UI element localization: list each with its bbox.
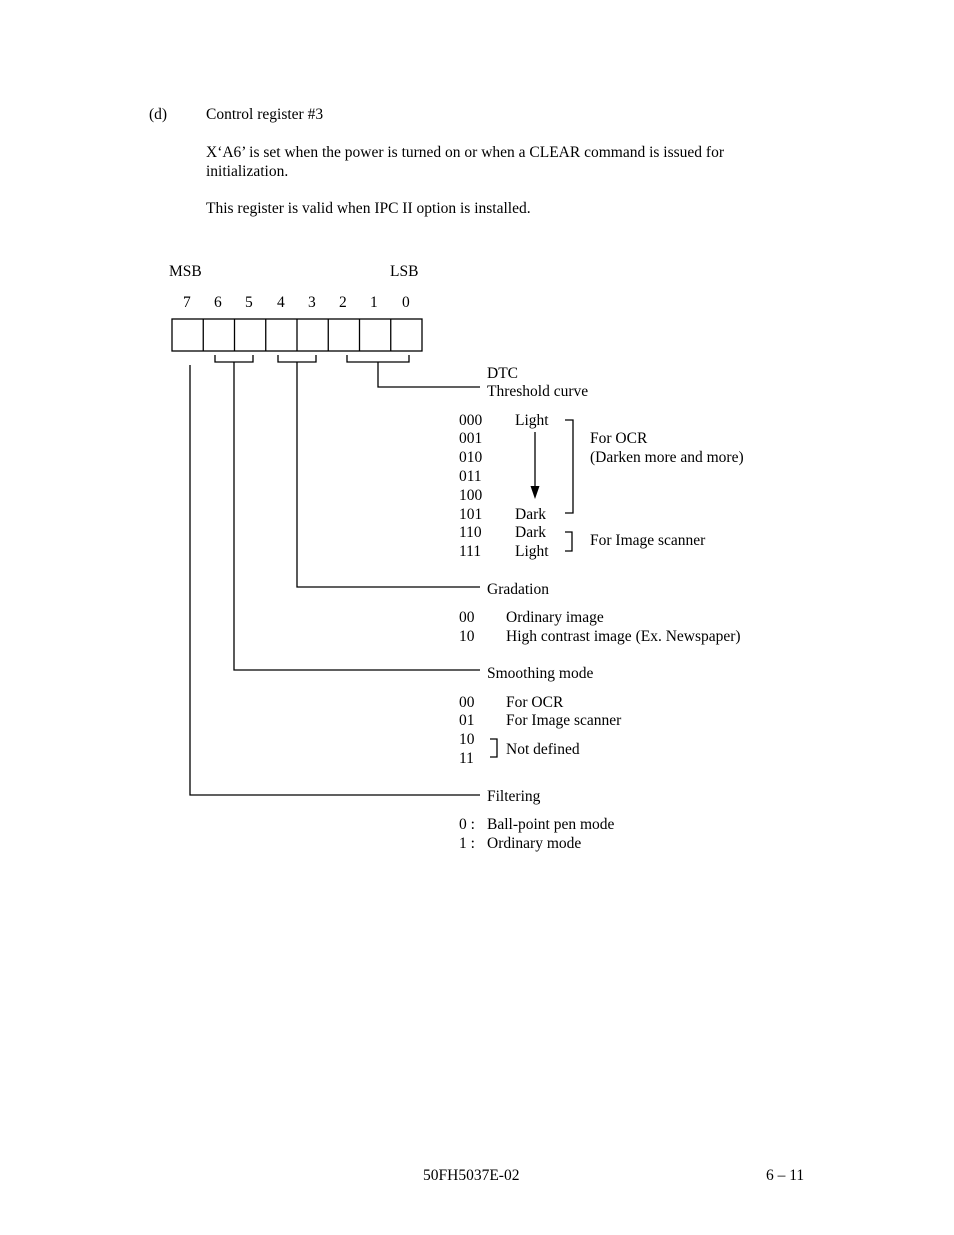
bit-number: 2 — [339, 294, 347, 311]
lsb-label: LSB — [390, 263, 419, 280]
dtc-dark-2: Dark — [515, 524, 546, 541]
smoothing-undefined-label: Not defined — [506, 741, 580, 758]
gradation-code: 10 — [459, 628, 475, 645]
darken-arrow-head — [531, 486, 540, 499]
smoothing-code: 01 — [459, 712, 475, 729]
scanner-bracket — [565, 532, 572, 551]
bit-number: 6 — [214, 294, 222, 311]
dtc-ocr-label: For OCR — [590, 430, 648, 447]
footer-doc-number: 50FH5037E-02 — [423, 1167, 520, 1184]
gradation-leader — [297, 362, 483, 587]
dtc-code: 000 — [459, 412, 483, 429]
bit-number: 7 — [183, 294, 191, 311]
dtc-code: 100 — [459, 487, 483, 504]
paragraph-1-line-2: initialization. — [206, 163, 289, 180]
dtc-code: 011 — [459, 468, 482, 485]
dtc-bracket — [347, 355, 409, 362]
gradation-desc: Ordinary image — [506, 609, 604, 626]
dtc-code: 010 — [459, 449, 483, 466]
dtc-light-bottom: Light — [515, 543, 549, 560]
dtc-code: 110 — [459, 524, 482, 541]
gradation-code: 00 — [459, 609, 475, 626]
smoothing-code: 00 — [459, 694, 475, 711]
smoothing-undefined-code: 10 — [459, 731, 475, 748]
bit-number: 5 — [245, 294, 253, 311]
dtc-title: DTC — [487, 365, 518, 382]
gradation-desc: High contrast image (Ex. Newspaper) — [506, 628, 741, 645]
gradation-bracket — [278, 355, 316, 362]
dtc-code: 101 — [459, 506, 483, 523]
smoothing-desc: For OCR — [506, 694, 564, 711]
dtc-dark-1: Dark — [515, 506, 546, 523]
smoothing-bracket — [215, 355, 253, 362]
filtering-desc: Ordinary mode — [487, 835, 582, 852]
smoothing-leader — [234, 362, 483, 670]
section-title: Control register #3 — [206, 106, 324, 123]
ocr-bracket — [565, 420, 573, 513]
bit-number: 3 — [308, 294, 316, 311]
dtc-leader — [378, 362, 480, 387]
paragraph-2: This register is valid when IPC II option is installed. — [206, 200, 531, 217]
smoothing-undefined-code: 11 — [459, 750, 474, 767]
bit-number: 1 — [370, 294, 378, 311]
msb-label: MSB — [169, 263, 202, 280]
smoothing-desc: For Image scanner — [506, 712, 622, 729]
footer-page-number: 6 – 11 — [766, 1167, 805, 1184]
filtering-code: 1 : — [459, 835, 475, 852]
paragraph-1-line-1: X‘A6’ is set when the power is turned on or when a CLEAR command is issued for — [206, 144, 725, 161]
dtc-code: 111 — [459, 543, 482, 560]
smoothing-title: Smoothing mode — [487, 665, 594, 682]
dtc-code: 001 — [459, 430, 483, 447]
dtc-ocr-note: (Darken more and more) — [590, 449, 744, 466]
filtering-code: 0 : — [459, 816, 475, 833]
bit-number: 4 — [277, 294, 285, 311]
filtering-title: Filtering — [487, 788, 541, 805]
undefined-bracket — [490, 739, 497, 757]
dtc-subtitle: Threshold curve — [487, 383, 589, 400]
section-label: (d) — [149, 106, 168, 123]
bit-number: 0 — [402, 294, 410, 311]
gradation-title: Gradation — [487, 581, 549, 598]
dtc-light-top: Light — [515, 412, 549, 429]
dtc-scanner-label: For Image scanner — [590, 532, 706, 549]
filtering-desc: Ball-point pen mode — [487, 816, 615, 833]
